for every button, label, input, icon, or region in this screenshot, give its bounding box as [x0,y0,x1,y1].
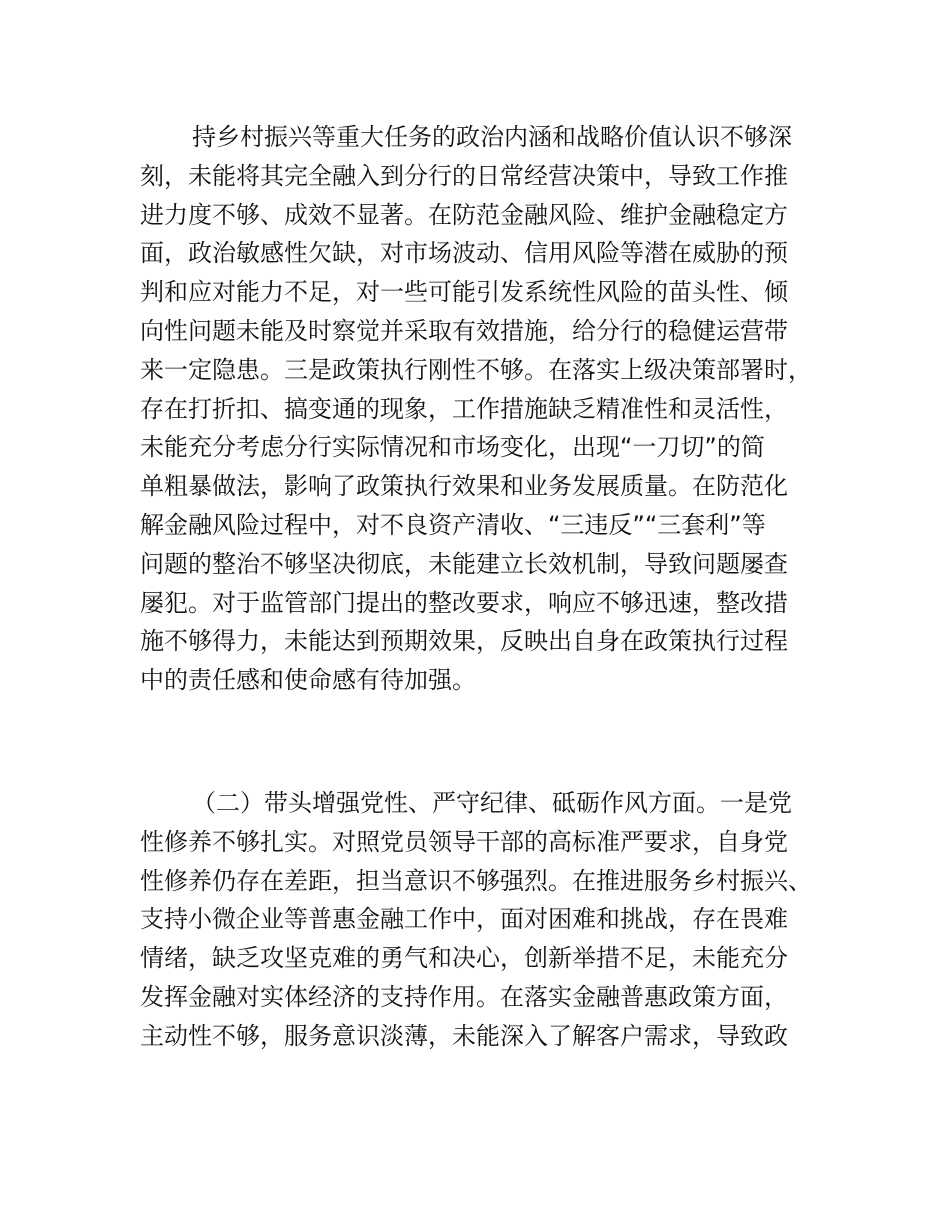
text-line: 性修养不够扎实。对照党员领导干部的高标准严要求，自身党 [140,827,788,856]
text-line: 性修养仍存在差距，担当意识不够强烈。在推进服务乡村振兴、 [140,866,812,895]
paragraph-2 [140,784,830,1056]
text-line: 解金融风险过程中，对不良资产清收、“三违反”“三套利”等 [140,510,766,539]
text-line: 主动性不够，服务意识淡薄，未能深入了解客户需求，导致政 [140,1021,788,1050]
text-line: 来一定隐患。三是政策执行刚性不够。在落实上级决策部署时， [140,355,812,384]
text-line: 持乡村振兴等重大任务的政治内涵和战略价值认识不够深 [192,123,792,151]
text-line: 施不够得力，未能达到预期效果，反映出自身在政策执行过程 [140,627,788,656]
text-line: 单粗暴做法，影响了政策执行效果和业务发展质量。在防范化 [140,472,788,501]
text-line: 未能充分考虑分行实际情况和市场变化，出现“一刀切”的简 [140,433,765,462]
text-line: 情绪，缺乏攻坚克难的勇气和决心，创新举措不足，未能充分 [140,944,788,973]
text-line: 面，政治敏感性欠缺，对市场波动、信用风险等潜在威胁的预 [140,239,788,268]
text-line: 向性问题未能及时察觉并采取有效措施，给分行的稳健运营带 [140,316,788,345]
text-line: 存在打折扣、搞变通的现象，工作措施缺乏精准性和灵活性， [140,394,788,423]
text-line: 屡犯。对于监管部门提出的整改要求，响应不够迅速，整改措 [140,588,788,617]
text-line: 刻，未能将其完全融入到分行的日常经营决策中，导致工作推 [140,161,788,190]
text-line: 进力度不够、成效不显著。在防范金融风险、维护金融稳定方 [140,200,788,229]
text-line: （二）带头增强党性、严守纪律、砥砺作风方面。一是党 [192,789,792,817]
text-line: 支持小微企业等普惠金融工作中，面对困难和挑战，存在畏难 [140,905,788,934]
paragraph-1 [140,118,830,700]
text-line: 中的责任感和使命感有待加强。 [140,666,476,695]
text-line: 发挥金融对实体经济的支持作用。在落实金融普惠政策方面， [140,982,788,1011]
text-line: 判和应对能力不足，对一些可能引发系统性风险的苗头性、倾 [140,278,788,307]
text-line: 问题的整治不够坚决彻底，未能建立长效机制，导致问题屡查 [140,549,788,578]
